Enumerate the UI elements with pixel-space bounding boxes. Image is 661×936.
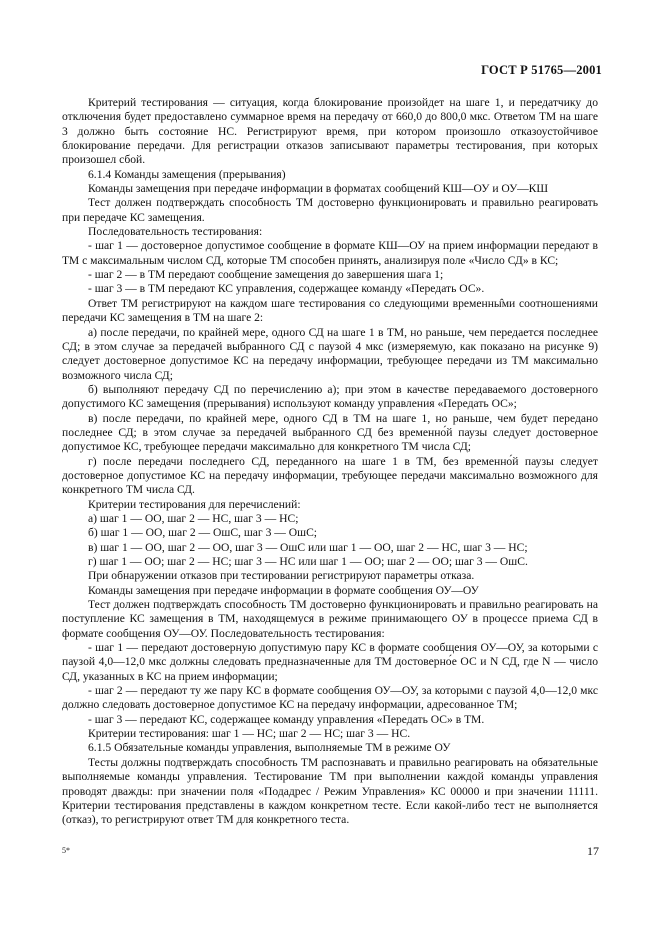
ou-step-1: - шаг 1 — передают достоверную допустимую пару КС в формате сообщения ОУ—ОУ, за которыми с паузой 4,0—12,0 мкс должны следовать предназначенные для ТМ достоверно́е ОС и N СД, где N — число СД, указанных в КС на прием информации; xyxy=(62,641,598,683)
section-heading-6-1-5: 6.1.5 Обязательные команды управления, выполняемые ТМ в режиме ОУ xyxy=(88,741,451,755)
criteria-v: в) шаг 1 — ОО, шаг 2 — ОО, шаг 3 — ОшС или шаг 1 — ОО, шаг 2 — НС, шаг 3 — НС; xyxy=(88,540,528,554)
subheading-ou-ou: Команды замещения при передаче информации в формате сообщения ОУ—ОУ xyxy=(88,583,479,597)
paragraph-failures: При обнаружении отказов при тестировании регистрируют параметры отказа. xyxy=(88,569,475,583)
criteria-a: а) шаг 1 — ОО, шаг 2 — НС, шаг 3 — НС; xyxy=(88,511,299,525)
step-2: - шаг 2 — в ТМ передают сообщение замещения до завершения шага 1; xyxy=(88,268,444,282)
step-1: - шаг 1 — достоверное допустимое сообщение в формате КШ—ОУ на прием информации передают в ТМ с максимальным числом СД, которые ТМ способен принять, анализируя поле «Число СД» в КС; xyxy=(62,239,598,267)
page-number: 17 xyxy=(587,844,599,858)
standard-header: ГОСТ Р 51765—2001 xyxy=(481,63,602,77)
paragraph-timing: Ответ ТМ регистрируют на каждом шаге тестирования со следующими временны̂ми соотношениями передачи КС замещения в ТМ на шаге 2: xyxy=(62,296,598,325)
step-3: - шаг 3 — в ТМ передают КС управления, содержащее команду «Передать ОС». xyxy=(88,282,485,296)
section-heading-6-1-4: 6.1.4 Команды замещения (прерывания) xyxy=(88,167,286,181)
body-text xyxy=(62,96,598,828)
paragraph-sequence-label: Последовательность тестирования: xyxy=(88,225,263,239)
item-a: а) после передачи, по крайней мере, одного СД на шаге 1 в ТМ, но раньше, чем передается последнее СД; в этом случае за передачей выбранного СД с паузой 4 мкс (измеряемую, как показано на рисунке 9) следует достоверное допустимое КС на передачу информации, требующее передачи из ТМ максимально возможного числа СД; xyxy=(62,325,598,382)
ou-step-2: - шаг 2 — передают ту же пару КС в формате сообщения ОУ—ОУ, за которыми с паузой 4,0—12,0 мкс должно следовать достоверное допустимое КС на передачу информации, адресованное ТМ; xyxy=(62,684,598,712)
criteria-g: г) шаг 1 — ОО; шаг 2 — НС; шаг 3 — НС или шаг 1 — ОО; шаг 2 — ОО; шаг 3 — ОшС. xyxy=(88,555,528,568)
paragraph-criterion-1: Критерий тестирования — ситуация, когда блокирование произойдет на шаге 1, и передатчику до отключения будет предоставлено суммарное время на передачу от 660,0 до 800,0 мкс. Ответом ТМ на шаге 3 должно быть состояние НС. Регистрируют время, при котором произошло отказоустойчивое блокирование передачи. Для регистрации отказов записывают параметры тестирования, при которых произошел сбой. xyxy=(62,96,598,167)
criteria-b: б) шаг 1 — ОО, шаг 2 — ОшС, шаг 3 — ОшС; xyxy=(88,526,318,540)
subheading-kshou-oukhsh: Команды замещения при передаче информации в форматах сообщений КШ—ОУ и ОУ—КШ xyxy=(88,182,549,196)
criteria-label: Критерии тестирования для перечислений: xyxy=(88,497,301,511)
sheet-mark: 5* xyxy=(62,846,70,855)
paragraph-test-purpose: Тест должен подтверждать способность ТМ достоверно функционировать и правильно реагировать при передаче КС замещения. xyxy=(62,196,598,224)
item-g: г) после передачи последнего СД, переданного на шаге 1 в ТМ, без временно́й паузы следует достоверное допустимое КС на передачу информации, требующее передачи максимально возможного для конкретного ТМ числа СД. xyxy=(62,454,598,497)
paragraph-ou-ou-test: Тест должен подтверждать способность ТМ достоверно функционировать и правильно реагировать на поступление КС замещения в ТМ, находящемуся в режиме принимающего ОУ в процессе приема СД в формате сообщения ОУ—ОУ. Последовательность тестирования: xyxy=(62,598,598,640)
item-b: б) выполняют передачу СД по перечислению а); при этом в качестве передаваемого достоверного допустимого КС замещения (прерывания) используют команду управления «Передать ОС»; xyxy=(62,382,598,411)
item-v: в) после передачи, по крайней мере, одного СД в ТМ на шаге 1, но раньше, чем будет передано последнее СД; в этом случае за передачей выбранного СД без временно́й паузы следует достоверное допустимое КС, требующее передачи максимально для конкретного ТМ числа СД; xyxy=(62,411,598,454)
ou-criteria: Критерии тестирования: шаг 1 — НС; шаг 2 — НС; шаг 3 — НС. xyxy=(88,727,411,741)
paragraph-mandatory-commands: Тесты должны подтверждать способность ТМ распознавать и правильно реагировать на обязательные выполняемые команды управления. Тестирование ТМ при выполнении каждой команды управления проводят дважды: при значении поля «Подадрес / Режим Управления» КС 00000 и при значении 11111. Критерии тестирования представлены в каждом конкретном тесте. Если какой-либо тест не выполняется (отказ), то регистрируют ответ ТМ для конкретного теста. xyxy=(62,755,598,827)
ou-step-3: - шаг 3 — передают КС, содержащее команду управления «Передать ОС» в ТМ. xyxy=(88,712,485,726)
